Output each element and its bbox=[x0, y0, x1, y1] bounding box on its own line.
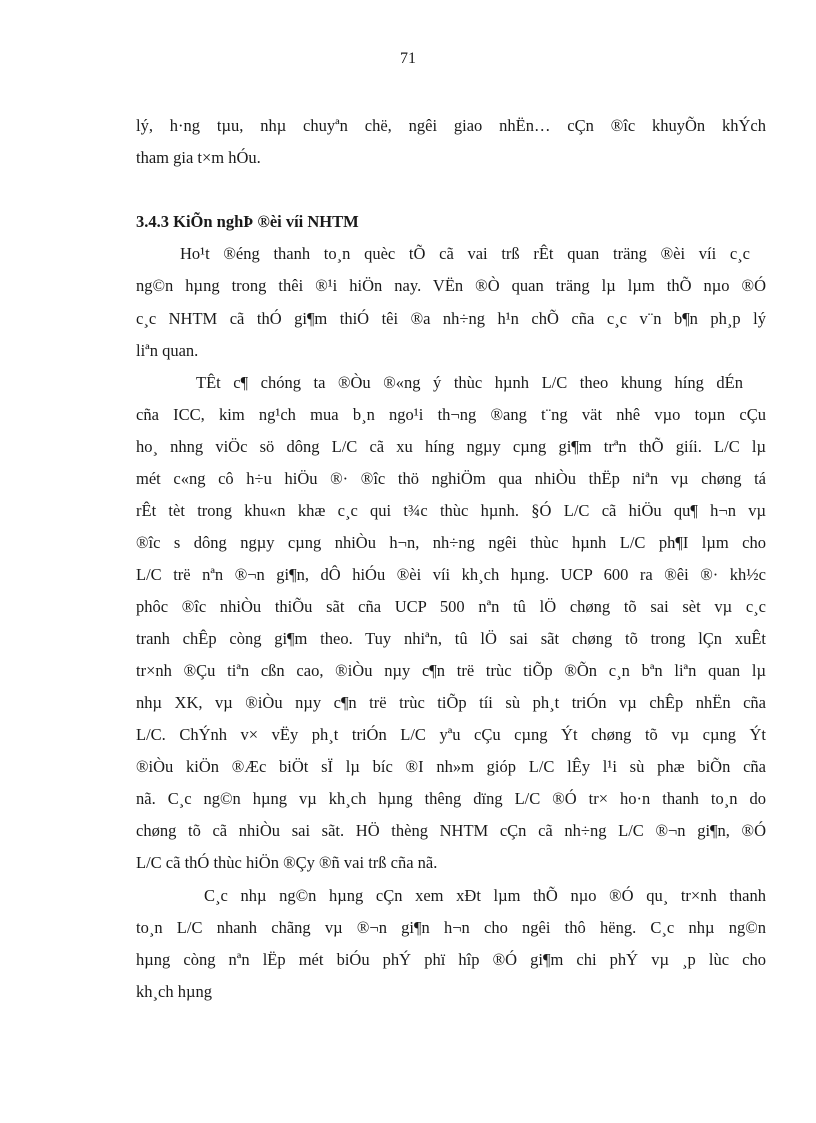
text-line: ®iÒu kiÖn ®Æc biÖt sÏ lµ bíc ®I nh»m gióp L/C lÊy l¹i sù phæ biÕn cña bbox=[136, 757, 766, 776]
text-line: cña ICC, kim ng¹ch mua b¸n ngo¹i th¬ng ®ang t¨ng vät nhê vµo toµn cÇu bbox=[136, 405, 766, 424]
text-line: L/C. ChÝnh v× vËy ph¸t triÓn L/C yªu cÇu cµng Ýt chøng tõ vµ cµng Ýt bbox=[136, 725, 766, 744]
text-line: chøng tõ cã nhiÒu sai sãt. HÖ thèng NHTM cÇn cã nh÷ng L/C ®¬n gi¶n, ®Ó bbox=[136, 821, 766, 840]
text-line: hµng còng nªn lËp mét biÓu phÝ phï hîp ®Ó gi¶m chi phÝ vµ ¸p lùc cho bbox=[136, 950, 766, 969]
text-line: lý, h·ng tµu, nhµ chuyªn chë, ngêi giao nhËn… cÇn ®îc khuyÕn khÝch bbox=[136, 116, 766, 135]
text-line: C¸c nhµ ng©n hµng cÇn xem xÐt lµm thÕ nµo ®Ó qu¸ tr×nh thanh bbox=[204, 886, 766, 905]
text-line: to¸n L/C nhanh chãng vµ ®¬n gi¶n h¬n cho ngêi thô hëng. C¸c nhµ ng©n bbox=[136, 918, 766, 937]
text-line: ®îc s dông ngµy cµng nhiÒu h¬n, nh÷ng ngêi thùc hµnh L/C ph¶I lµm cho bbox=[136, 533, 766, 552]
text-line: mét c«ng cô h÷u hiÖu ®· ®îc thö nghiÖm qua nhiÒu thËp niªn vµ chøng tá bbox=[136, 469, 766, 488]
text-line: tham gia t×m hÓu. bbox=[136, 148, 261, 167]
text-line: nã. C¸c ng©n hµng vµ kh¸ch hµng thêng dïng L/C ®Ó tr× ho·n thanh to¸n do bbox=[136, 789, 766, 808]
text-line: ng©n hµng trong thêi ®¹i hiÖn nay. VËn ®Ò quan träng lµ lµm thÕ nµo ®Ó bbox=[136, 276, 766, 295]
text-line: ho¸ nhng viÖc sö dông L/C cã xu híng ngµy cµng gi¶m trªn thÕ giíi. L/C lµ bbox=[136, 437, 766, 456]
text-line: L/C cã thÓ thùc hiÖn ®Çy ®ñ vai trß cña nã. bbox=[136, 853, 438, 872]
text-line: rÊt tèt trong khu«n khæ c¸c qui t¾c thùc hµnh. §Ó L/C cã hiÖu qu¶ h¬n vµ bbox=[136, 501, 766, 520]
page-number: 71 bbox=[400, 50, 416, 67]
text-line: tr×nh ®Çu tiªn cßn cao, ®iÒu nµy c¶n trë trùc tiÕp ®Õn c¸n bªn liªn quan lµ bbox=[136, 661, 766, 680]
text-line: TÊt c¶ chóng ta ®Òu ®«ng ý thùc hµnh L/C theo khung híng dÉn bbox=[196, 373, 743, 392]
text-line: tranh chÊp còng gi¶m theo. Tuy nhiªn, tû lÖ sai sãt chøng tõ trong lÇn xuÊt bbox=[136, 629, 766, 648]
text-line: nhµ XK, vµ ®iÒu nµy c¶n trë trùc tiÕp tíi sù ph¸t triÓn vµ chÊp nhËn cña bbox=[136, 693, 766, 712]
text-line: phôc ®îc nhiÒu thiÕu sãt cña UCP 500 nªn tû lÖ chøng tõ sai sèt vµ c¸c bbox=[136, 597, 766, 616]
text-line: c¸c NHTM cã thÓ gi¶m thiÓ têi ®a nh÷ng h¹n chÕ cña c¸c v¨n b¶n ph¸p lý bbox=[136, 309, 766, 328]
text-line: L/C trë nªn ®¬n gi¶n, dÔ hiÓu ®èi víi kh¸ch hµng. UCP 600 ra ®êi ®· kh½c bbox=[136, 565, 766, 584]
section-heading: 3.4.3 KiÕn nghÞ ®èi víi NHTM bbox=[136, 212, 359, 231]
text-line: kh¸ch hµng bbox=[136, 982, 212, 1001]
text-line: liªn quan. bbox=[136, 341, 199, 360]
text-line: Ho¹t ®éng thanh to¸n quèc tÕ cã vai trß rÊt quan träng ®èi víi c¸c bbox=[180, 244, 750, 263]
